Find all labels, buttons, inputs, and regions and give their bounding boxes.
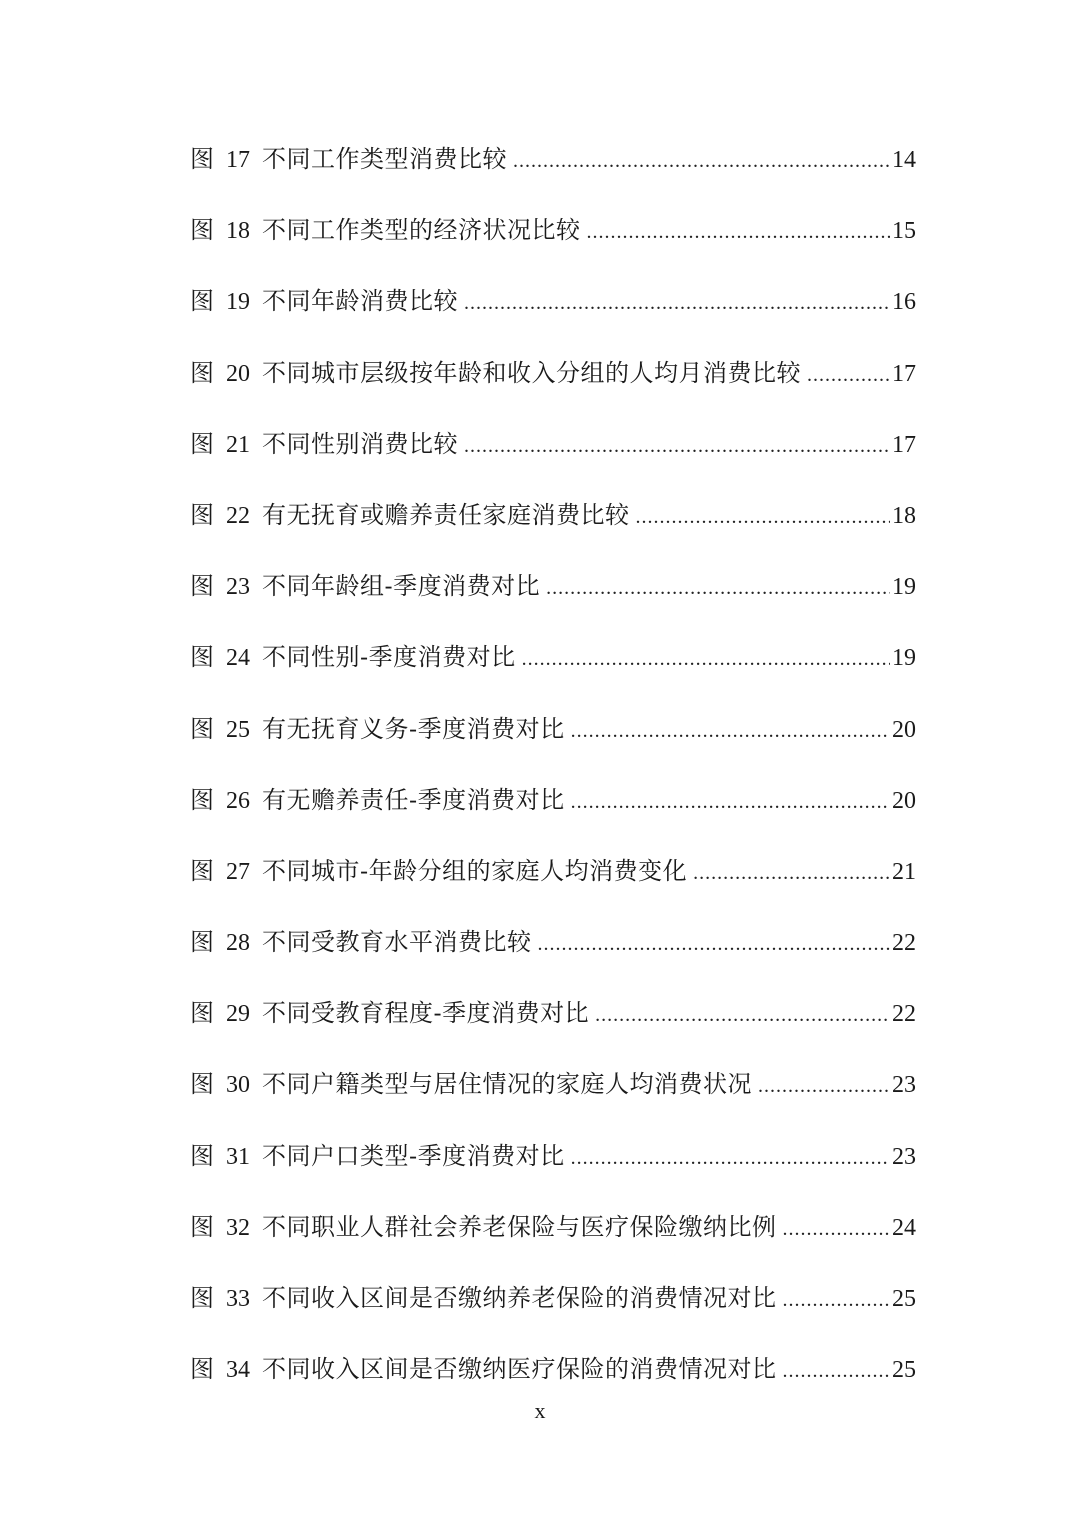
page-reference: 18 <box>892 502 916 529</box>
figure-prefix: 图 <box>190 856 214 885</box>
page-reference: 22 <box>892 1001 916 1028</box>
toc-entry[interactable] <box>190 708 916 779</box>
figure-number: 31 <box>226 1143 250 1170</box>
page-reference: 21 <box>892 858 916 885</box>
toc-entry[interactable] <box>190 992 916 1063</box>
toc-entry[interactable] <box>190 209 916 280</box>
page-reference: 24 <box>892 1214 916 1241</box>
figure-title: 不同工作类型的经济状况比较 <box>262 216 581 245</box>
figure-title: 不同性别消费比较 <box>262 429 458 458</box>
figure-title: 不同职业人群社会养老保险与医疗保险缴纳比例 <box>262 1212 777 1241</box>
toc-entry[interactable] <box>190 1135 916 1206</box>
figure-number: 23 <box>226 574 250 601</box>
dot-leader <box>538 923 891 965</box>
figure-number: 18 <box>226 218 250 245</box>
dot-leader <box>546 567 890 609</box>
page-number: x <box>534 1398 546 1423</box>
figure-title: 不同收入区间是否缴纳医疗保险的消费情况对比 <box>262 1355 777 1384</box>
page-reference: 23 <box>892 1072 916 1099</box>
page-reference: 19 <box>892 645 916 672</box>
dot-leader <box>464 282 890 324</box>
figure-prefix: 图 <box>190 358 214 387</box>
figure-number: 30 <box>226 1072 250 1099</box>
figure-number: 26 <box>226 787 250 814</box>
dot-leader <box>571 1137 890 1179</box>
toc-entry[interactable] <box>190 1206 916 1277</box>
figure-number: 20 <box>226 360 250 387</box>
figure-prefix: 图 <box>190 287 214 316</box>
figure-number: 27 <box>226 858 250 885</box>
dot-leader <box>595 994 890 1036</box>
figure-number: 22 <box>226 502 250 529</box>
figure-prefix: 图 <box>190 643 214 672</box>
figure-title: 不同城市-年龄分组的家庭人均消费变化 <box>262 856 688 885</box>
figure-number: 25 <box>226 716 250 743</box>
figure-title: 不同户口类型-季度消费对比 <box>262 1141 565 1170</box>
toc-entry[interactable] <box>190 352 916 423</box>
figure-number: 34 <box>226 1357 250 1384</box>
dot-leader <box>571 710 890 752</box>
dot-leader <box>571 781 890 823</box>
page-reference: 17 <box>892 360 916 387</box>
figure-prefix: 图 <box>190 1212 214 1241</box>
page-reference: 14 <box>892 147 916 173</box>
toc-entry[interactable] <box>190 850 916 921</box>
figure-prefix: 图 <box>190 1141 214 1170</box>
page-reference: 17 <box>892 431 916 458</box>
page-reference: 16 <box>892 289 916 316</box>
dot-leader <box>758 1065 890 1107</box>
figure-number: 17 <box>226 147 250 173</box>
page-reference: 19 <box>892 574 916 601</box>
toc-entry[interactable] <box>190 1063 916 1134</box>
toc-entry[interactable] <box>190 423 916 494</box>
figure-title: 不同性别-季度消费对比 <box>262 643 516 672</box>
toc-entry[interactable] <box>190 565 916 636</box>
figure-title: 不同年龄消费比较 <box>262 287 458 316</box>
figure-prefix: 图 <box>190 928 214 957</box>
figure-prefix: 图 <box>190 999 214 1028</box>
figure-title: 有无抚育义务-季度消费对比 <box>262 714 565 743</box>
figure-title: 不同年龄组-季度消费对比 <box>262 572 541 601</box>
toc-entry[interactable] <box>190 779 916 850</box>
dot-leader <box>693 852 890 894</box>
figure-prefix: 图 <box>190 500 214 529</box>
figure-title: 不同收入区间是否缴纳养老保险的消费情况对比 <box>262 1284 777 1312</box>
dot-leader <box>636 496 891 538</box>
figure-prefix: 图 <box>190 714 214 743</box>
figure-prefix: 图 <box>190 572 214 601</box>
toc-entry[interactable] <box>190 1277 916 1348</box>
page-reference: 25 <box>892 1357 916 1384</box>
figure-title: 不同工作类型消费比较 <box>262 145 507 173</box>
toc-entry[interactable] <box>190 280 916 351</box>
figure-title: 不同城市层级按年龄和收入分组的人均月消费比较 <box>262 358 801 387</box>
toc-entry[interactable] <box>190 636 916 707</box>
figure-number: 24 <box>226 645 250 672</box>
list-of-figures <box>190 138 916 1419</box>
toc-entry[interactable] <box>190 138 916 209</box>
figure-title: 不同户籍类型与居住情况的家庭人均消费状况 <box>262 1070 752 1099</box>
toc-entry[interactable] <box>190 494 916 565</box>
page-reference: 25 <box>892 1286 916 1312</box>
dot-leader <box>522 638 890 680</box>
page-reference: 15 <box>892 218 916 245</box>
dot-leader <box>783 1350 891 1392</box>
dot-leader <box>587 211 891 253</box>
figure-prefix: 图 <box>190 1284 214 1312</box>
dot-leader <box>513 140 890 182</box>
figure-prefix: 图 <box>190 1355 214 1384</box>
dot-leader <box>783 1279 891 1321</box>
figure-number: 28 <box>226 930 250 957</box>
figure-prefix: 图 <box>190 429 214 458</box>
figure-title: 不同受教育水平消费比较 <box>262 928 532 957</box>
dot-leader <box>464 425 890 467</box>
figure-title: 有无赡养责任-季度消费对比 <box>262 785 565 814</box>
figure-title: 不同受教育程度-季度消费对比 <box>262 999 590 1028</box>
dot-leader <box>783 1208 891 1250</box>
figure-number: 33 <box>226 1286 250 1312</box>
figure-prefix: 图 <box>190 145 214 173</box>
dot-leader <box>807 354 890 396</box>
page-reference: 20 <box>892 716 916 743</box>
figure-prefix: 图 <box>190 216 214 245</box>
page-reference: 20 <box>892 787 916 814</box>
toc-entry[interactable] <box>190 921 916 992</box>
figure-title: 有无抚育或赡养责任家庭消费比较 <box>262 500 630 529</box>
figure-prefix: 图 <box>190 785 214 814</box>
figure-prefix: 图 <box>190 1070 214 1099</box>
page-reference: 23 <box>892 1143 916 1170</box>
figure-number: 29 <box>226 1001 250 1028</box>
figure-number: 32 <box>226 1214 250 1241</box>
figure-number: 21 <box>226 431 250 458</box>
figure-number: 19 <box>226 289 250 316</box>
page-reference: 22 <box>892 930 916 957</box>
